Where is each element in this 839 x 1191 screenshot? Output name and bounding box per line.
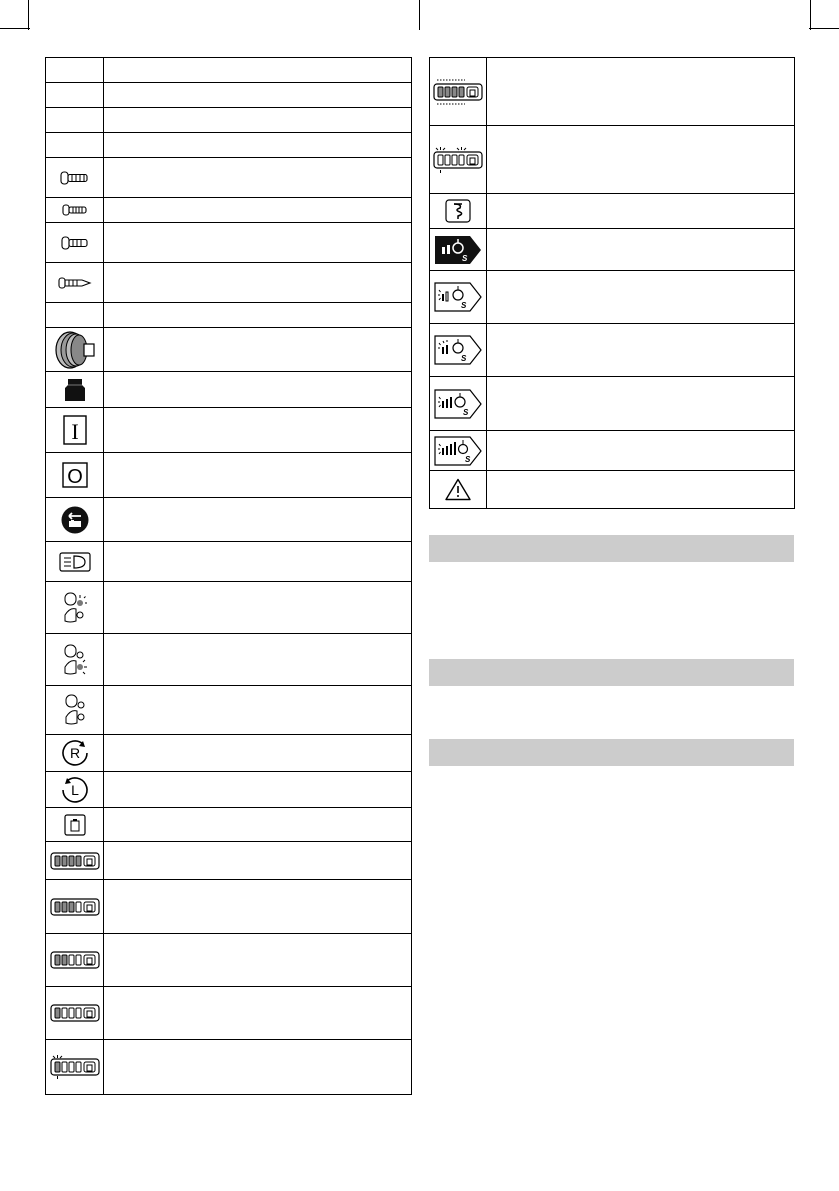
section-header-bar: [429, 535, 794, 562]
table-row: [46, 328, 412, 372]
description-cell: [104, 1040, 412, 1095]
description-cell: [104, 158, 412, 198]
section-header-bar: [429, 739, 794, 766]
torque-ring-icon: [54, 330, 96, 370]
table-row: [46, 880, 412, 934]
description-cell: [487, 271, 795, 324]
self-tapping-screw-icon: [58, 277, 92, 289]
table-row: [430, 324, 795, 377]
battery-level-blink-icon: [50, 1055, 100, 1079]
description-cell: [104, 582, 412, 634]
description-cell: [104, 223, 412, 263]
crop-mark-top-right: [809, 28, 839, 29]
speed-high-icon: [63, 591, 87, 625]
battery-level-1-icon: [50, 1004, 100, 1022]
description-cell: [104, 735, 412, 772]
description-cell: [104, 498, 412, 542]
impact-mode-2-icon: [434, 335, 482, 365]
svg-text:S: S: [461, 354, 467, 363]
table-row: [430, 126, 795, 194]
screw-icon: [62, 204, 88, 216]
table-row: [430, 431, 795, 471]
description-cell: [487, 324, 795, 377]
table-row: [46, 158, 412, 198]
impact-mode-4-icon: [434, 436, 482, 466]
description-cell: [104, 108, 412, 133]
table-row: [46, 263, 412, 303]
description-cell: [487, 194, 795, 229]
description-cell: [104, 83, 412, 108]
battery-release-icon: [61, 506, 89, 534]
crop-mark-top-center: [419, 0, 420, 30]
table-row: [46, 842, 412, 880]
table-row: [430, 58, 795, 126]
table-row: [46, 303, 412, 328]
table-row: [46, 808, 412, 842]
battery-level-2-icon: [50, 951, 100, 969]
icon-cell: [46, 58, 104, 83]
description-cell: [104, 808, 412, 842]
icon-cell: [46, 108, 104, 133]
description-cell: [487, 58, 795, 126]
svg-text:L: L: [70, 781, 79, 798]
battery-level-3-icon: [50, 898, 100, 916]
svg-text:S: S: [463, 407, 469, 417]
left-symbol-table: [45, 57, 412, 1095]
table-row: [46, 686, 412, 735]
description-cell: [104, 842, 412, 880]
svg-text:I: I: [70, 419, 79, 444]
description-cell: [487, 471, 795, 509]
speed-low-icon: [63, 643, 87, 677]
table-row: [46, 987, 412, 1040]
icon-cell: [46, 83, 104, 108]
crop-mark-top-right-v: [810, 0, 811, 30]
warning-icon: [445, 478, 471, 501]
icon-cell: [46, 303, 104, 328]
table-row: [46, 58, 412, 83]
crop-mark-top-left-v: [28, 0, 29, 30]
svg-text:S: S: [465, 454, 471, 464]
table-row: [46, 634, 412, 686]
table-row: [46, 735, 412, 772]
table-row: [46, 772, 412, 808]
description-cell: [104, 880, 412, 934]
svg-text:O: O: [66, 466, 83, 488]
table-row: [46, 582, 412, 634]
description-cell: [104, 772, 412, 808]
table-row: [46, 1040, 412, 1095]
switch-on-icon: [63, 415, 87, 445]
description-cell: [104, 408, 412, 453]
table-row: [46, 83, 412, 108]
impact-mode-icon: [434, 235, 482, 265]
description-cell: [104, 686, 412, 735]
impact-mode-1-icon: [434, 282, 482, 312]
speed-selector-icon: [64, 693, 86, 727]
table-row: [430, 229, 795, 271]
description-cell: [104, 372, 412, 408]
description-cell: [104, 198, 412, 223]
description-cell: [104, 328, 412, 372]
description-cell: [104, 634, 412, 686]
right-symbol-table: [429, 57, 795, 509]
chuck-icon: [64, 377, 86, 403]
table-row: [46, 372, 412, 408]
icon-cell: [46, 133, 104, 158]
table-row: [46, 408, 412, 453]
table-row: [430, 471, 795, 509]
drill-mode-icon: [445, 199, 471, 223]
description-cell: [104, 133, 412, 158]
screw-icon: [60, 171, 90, 185]
table-row: [46, 108, 412, 133]
table-row: [46, 453, 412, 498]
screw-icon: [61, 236, 89, 250]
svg-text:R: R: [69, 745, 80, 761]
table-row: [46, 934, 412, 987]
table-row: [46, 198, 412, 223]
rotation-right-icon: [61, 739, 89, 767]
description-cell: [104, 58, 412, 83]
description-cell: [487, 377, 795, 431]
description-cell: [487, 229, 795, 271]
description-cell: [104, 542, 412, 582]
description-cell: [104, 453, 412, 498]
battery-low-blink-icon: [433, 146, 483, 174]
table-row: [46, 498, 412, 542]
work-light-icon: [59, 552, 91, 572]
description-cell: [104, 934, 412, 987]
table-row: [430, 377, 795, 431]
table-row: [46, 223, 412, 263]
description-cell: [487, 126, 795, 194]
table-row: [46, 542, 412, 582]
description-cell: [104, 303, 412, 328]
battery-icon: [64, 814, 86, 836]
description-cell: [487, 431, 795, 471]
table-row: [46, 133, 412, 158]
switch-off-icon: [62, 462, 88, 488]
description-cell: [104, 263, 412, 303]
battery-level-4-icon: [50, 852, 100, 870]
description-cell: [104, 987, 412, 1040]
svg-text:S: S: [461, 301, 467, 310]
rotation-left-icon: [61, 776, 89, 804]
table-row: [430, 194, 795, 229]
battery-full-blink-icon: [433, 78, 483, 106]
impact-mode-3-icon: [434, 389, 482, 419]
crop-mark-top-left: [0, 28, 30, 29]
svg-text:S: S: [462, 253, 468, 263]
section-header-bar: [429, 659, 794, 686]
table-row: [430, 271, 795, 324]
